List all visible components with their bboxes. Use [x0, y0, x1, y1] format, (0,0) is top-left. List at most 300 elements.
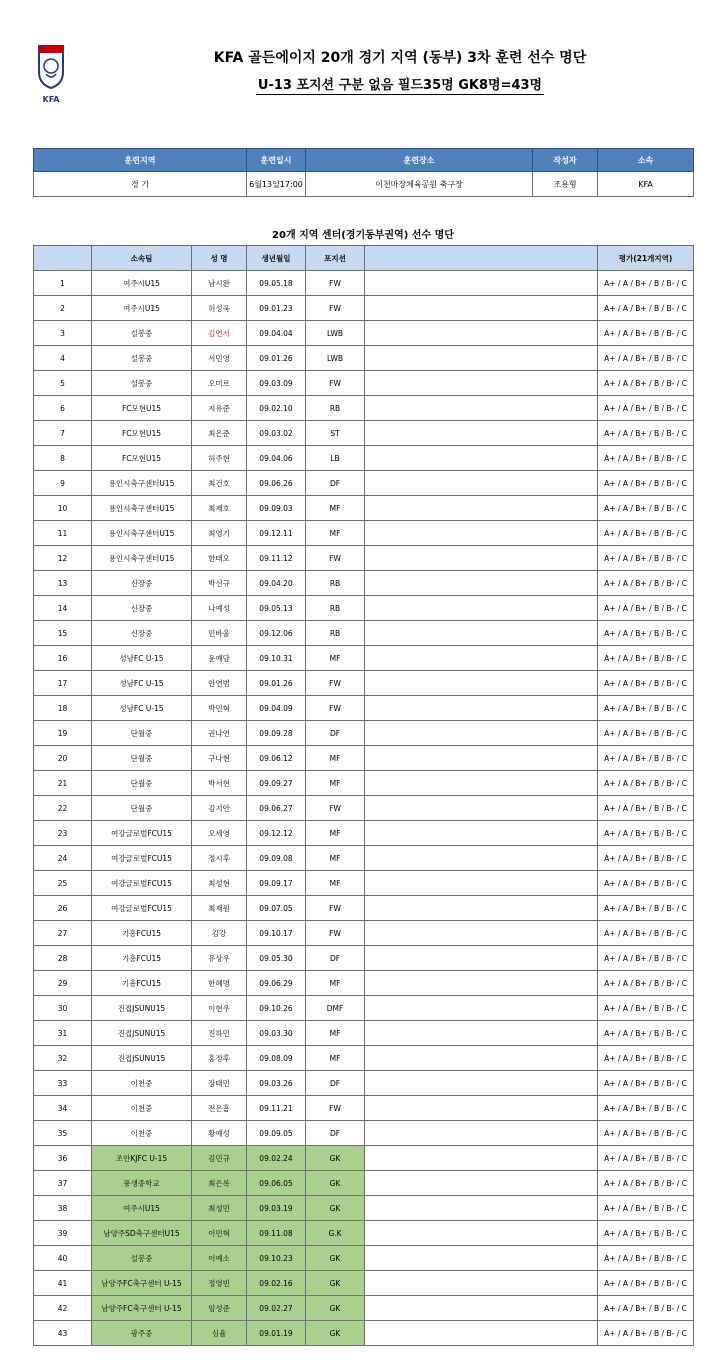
row-position: MF	[306, 1021, 365, 1046]
row-position: FW	[306, 896, 365, 921]
row-position: DF	[306, 1071, 365, 1096]
row-team: 남양주FC축구센터 U-15	[92, 1271, 192, 1296]
row-dob: 09.08.09	[247, 1046, 306, 1071]
row-number: 31	[34, 1021, 92, 1046]
row-name: 최재원	[192, 896, 247, 921]
row-position: MF	[306, 1046, 365, 1071]
row-position: GK	[306, 1296, 365, 1321]
row-name: 박서현	[192, 771, 247, 796]
row-team: 기흥FCU15	[92, 946, 192, 971]
table-row	[34, 846, 694, 871]
row-note	[365, 446, 598, 471]
row-evaluation: A+ / A / B+ / B / B- / C	[598, 521, 694, 546]
row-position: LWB	[306, 321, 365, 346]
roster-title: 20개 지역 센터(경기동부권역) 선수 명단	[272, 230, 454, 241]
row-team: 단월중	[92, 796, 192, 821]
row-name: 지유준	[192, 396, 247, 421]
row-note	[365, 1046, 598, 1071]
row-name: 정영빈	[192, 1271, 247, 1296]
table-row	[34, 521, 694, 546]
row-name: 허주현	[192, 446, 247, 471]
row-position: FW	[306, 796, 365, 821]
row-team: 용인시축구센터U15	[92, 521, 192, 546]
row-position: MF	[306, 646, 365, 671]
table-row	[34, 646, 694, 671]
row-position: MF	[306, 871, 365, 896]
row-dob: 09.11.21	[247, 1096, 306, 1121]
row-number: 17	[34, 671, 92, 696]
row-number: 21	[34, 771, 92, 796]
header-dob: 생년월일	[247, 246, 306, 271]
row-dob: 09.03.02	[247, 421, 306, 446]
row-name: 남시완	[192, 271, 247, 296]
table-row	[34, 321, 694, 346]
row-dob: 09.01.19	[247, 1321, 306, 1346]
row-evaluation: A+ / A / B+ / B / B- / C	[598, 971, 694, 996]
row-dob: 09.03.26	[247, 1071, 306, 1096]
row-note	[365, 1146, 598, 1171]
row-number: 41	[34, 1271, 92, 1296]
row-team: 단월중	[92, 746, 192, 771]
row-note	[365, 896, 598, 921]
row-team: 진접JSUNU15	[92, 1021, 192, 1046]
header-team: 소속팀	[92, 246, 192, 271]
row-dob: 09.11.08	[247, 1221, 306, 1246]
row-note	[365, 271, 598, 296]
row-team: 여강글로벌FCU15	[92, 871, 192, 896]
row-name: 서민영	[192, 346, 247, 371]
table-row	[34, 1296, 694, 1321]
row-position: GK	[306, 1246, 365, 1271]
row-team: 진접JSUNU15	[92, 1046, 192, 1071]
table-row	[34, 1221, 694, 1246]
table-row	[34, 271, 694, 296]
row-name: 심율	[192, 1321, 247, 1346]
row-position: G.K	[306, 1221, 365, 1246]
row-dob: 09.10.31	[247, 646, 306, 671]
row-dob: 09.02.24	[247, 1146, 306, 1171]
info-region: 경 기	[34, 172, 247, 197]
row-name: 최성민	[192, 1196, 247, 1221]
info-value-row	[34, 172, 694, 197]
table-row	[34, 1046, 694, 1071]
row-note	[365, 1196, 598, 1221]
document-title: KFA 골든에이지 20개 경기 지역 (동부) 3차 훈련 선수 명단	[213, 50, 587, 66]
row-dob: 09.03.30	[247, 1021, 306, 1046]
row-number: 6	[34, 396, 92, 421]
row-name: 정시후	[192, 846, 247, 871]
info-author: 조용형	[533, 172, 598, 197]
row-name: 구나현	[192, 746, 247, 771]
row-name: 윤예담	[192, 646, 247, 671]
row-evaluation: A+ / A / B+ / B / B- / C	[598, 896, 694, 921]
row-number: 2	[34, 296, 92, 321]
row-team: 이천중	[92, 1071, 192, 1096]
row-position: RB	[306, 621, 365, 646]
row-name: 이민혁	[192, 1221, 247, 1246]
row-position: FW	[306, 696, 365, 721]
row-position: MF	[306, 821, 365, 846]
row-position: RB	[306, 596, 365, 621]
row-dob: 09.04.09	[247, 696, 306, 721]
row-team: 남양주SD축구센터U15	[92, 1221, 192, 1246]
row-number: 9	[34, 471, 92, 496]
row-dob: 09.09.08	[247, 846, 306, 871]
row-note	[365, 1121, 598, 1146]
row-team: 성남FC U-15	[92, 646, 192, 671]
row-position: RB	[306, 396, 365, 421]
row-note	[365, 1296, 598, 1321]
subtitle-text: U-13 포지션 구분 없음 필드35명 GK8명=43명	[257, 78, 543, 93]
table-row	[34, 296, 694, 321]
table-row	[34, 1021, 694, 1046]
table-row	[34, 1171, 694, 1196]
row-evaluation: A+ / A / B+ / B / B- / C	[598, 1321, 694, 1346]
row-position: MF	[306, 521, 365, 546]
row-number: 16	[34, 646, 92, 671]
row-note	[365, 996, 598, 1021]
info-datetime: 6월13일17:00	[247, 172, 306, 197]
header-position: 포지션	[306, 246, 365, 271]
row-number: 20	[34, 746, 92, 771]
row-name: 권나연	[192, 721, 247, 746]
row-dob: 09.02.27	[247, 1296, 306, 1321]
row-evaluation: A+ / A / B+ / B / B- / C	[598, 571, 694, 596]
document-subtitle	[130, 74, 670, 93]
row-evaluation: A+ / A / B+ / B / B- / C	[598, 646, 694, 671]
row-dob: 09.09.03	[247, 496, 306, 521]
row-team: 신장중	[92, 621, 192, 646]
row-position: GK	[306, 1171, 365, 1196]
row-number: 19	[34, 721, 92, 746]
row-note	[365, 1271, 598, 1296]
row-name: 오미르	[192, 371, 247, 396]
row-evaluation: A+ / A / B+ / B / B- / C	[598, 1146, 694, 1171]
row-position: FW	[306, 296, 365, 321]
row-team: 남양주FC축구센터 U-15	[92, 1296, 192, 1321]
row-position: LB	[306, 446, 365, 471]
row-number: 37	[34, 1171, 92, 1196]
row-dob: 09.07.05	[247, 896, 306, 921]
row-team: 기흥FCU15	[92, 921, 192, 946]
row-evaluation: A+ / A / B+ / B / B- / C	[598, 821, 694, 846]
row-name: 홍정후	[192, 1046, 247, 1071]
table-row	[34, 446, 694, 471]
row-position: GK	[306, 1146, 365, 1171]
row-note	[365, 746, 598, 771]
row-name: 이현우	[192, 996, 247, 1021]
row-team: 설봉중	[92, 321, 192, 346]
row-evaluation: A+ / A / B+ / B / B- / C	[598, 1121, 694, 1146]
table-row	[34, 471, 694, 496]
row-note	[365, 971, 598, 996]
row-number: 38	[34, 1196, 92, 1221]
row-team: 여주시U15	[92, 271, 192, 296]
row-note	[365, 796, 598, 821]
row-position: DMF	[306, 996, 365, 1021]
row-note	[365, 1071, 598, 1096]
row-name: 최은준	[192, 421, 247, 446]
table-row	[34, 1096, 694, 1121]
row-name: 한태오	[192, 546, 247, 571]
row-name: 최영기	[192, 521, 247, 546]
row-team: 여강글로벌FCU15	[92, 896, 192, 921]
row-number: 30	[34, 996, 92, 1021]
row-number: 35	[34, 1121, 92, 1146]
row-dob: 09.03.19	[247, 1196, 306, 1221]
row-position: FW	[306, 671, 365, 696]
row-evaluation: A+ / A / B+ / B / B- / C	[598, 621, 694, 646]
row-dob: 09.10.17	[247, 921, 306, 946]
row-team: 단월중	[92, 721, 192, 746]
row-position: GK	[306, 1271, 365, 1296]
table-row	[34, 671, 694, 696]
row-name: 전은흠	[192, 1096, 247, 1121]
row-evaluation: A+ / A / B+ / B / B- / C	[598, 871, 694, 896]
row-dob: 09.12.12	[247, 821, 306, 846]
row-number: 14	[34, 596, 92, 621]
row-number: 25	[34, 871, 92, 896]
row-number: 5	[34, 371, 92, 396]
info-header-row	[34, 149, 694, 172]
row-name: 최은록	[192, 1171, 247, 1196]
row-note	[365, 621, 598, 646]
row-note	[365, 771, 598, 796]
row-name: 장태민	[192, 1071, 247, 1096]
row-name: 유상우	[192, 946, 247, 971]
row-evaluation: A+ / A / B+ / B / B- / C	[598, 1046, 694, 1071]
table-row	[34, 1196, 694, 1221]
row-team: 여강글로벌FCU15	[92, 846, 192, 871]
row-number: 13	[34, 571, 92, 596]
table-row	[34, 821, 694, 846]
row-dob: 09.09.28	[247, 721, 306, 746]
row-team: 성남FC U-15	[92, 696, 192, 721]
row-number: 10	[34, 496, 92, 521]
row-evaluation: A+ / A / B+ / B / B- / C	[598, 746, 694, 771]
row-number: 1	[34, 271, 92, 296]
row-dob: 09.05.13	[247, 596, 306, 621]
row-name: 오세영	[192, 821, 247, 846]
row-evaluation: A+ / A / B+ / B / B- / C	[598, 696, 694, 721]
info-header-venue: 훈련장소	[306, 149, 533, 172]
logo-text: KFA	[42, 95, 60, 104]
row-dob: 09.01.26	[247, 346, 306, 371]
row-evaluation: A+ / A / B+ / B / B- / C	[598, 421, 694, 446]
table-row	[34, 946, 694, 971]
row-evaluation: A+ / A / B+ / B / B- / C	[598, 1246, 694, 1271]
row-number: 33	[34, 1071, 92, 1096]
row-number: 29	[34, 971, 92, 996]
row-team: FC모현U15	[92, 446, 192, 471]
row-note	[365, 921, 598, 946]
row-note	[365, 421, 598, 446]
row-dob: 09.05.30	[247, 946, 306, 971]
row-number: 23	[34, 821, 92, 846]
row-team: 여주시U15	[92, 1196, 192, 1221]
table-row	[34, 546, 694, 571]
row-dob: 09.02.16	[247, 1271, 306, 1296]
row-position: DF	[306, 946, 365, 971]
row-dob: 09.05.18	[247, 271, 306, 296]
row-number: 36	[34, 1146, 92, 1171]
row-position: FW	[306, 1096, 365, 1121]
row-team: 조안KJFC U-15	[92, 1146, 192, 1171]
row-evaluation: A+ / A / B+ / B / B- / C	[598, 1171, 694, 1196]
row-evaluation: A+ / A / B+ / B / B- / C	[598, 296, 694, 321]
row-number: 8	[34, 446, 92, 471]
row-note	[365, 696, 598, 721]
row-position: MF	[306, 771, 365, 796]
row-position: GK	[306, 1196, 365, 1221]
row-evaluation: A+ / A / B+ / B / B- / C	[598, 596, 694, 621]
info-header-region: 훈련지역	[34, 149, 247, 172]
row-dob: 09.10.26	[247, 996, 306, 1021]
table-row	[34, 1271, 694, 1296]
row-dob: 09.04.06	[247, 446, 306, 471]
row-evaluation: A+ / A / B+ / B / B- / C	[598, 946, 694, 971]
row-note	[365, 1021, 598, 1046]
row-name: 최건호	[192, 471, 247, 496]
row-position: FW	[306, 271, 365, 296]
table-row	[34, 921, 694, 946]
table-row	[34, 771, 694, 796]
table-row	[34, 496, 694, 521]
roster-header-row	[34, 246, 694, 271]
row-number: 7	[34, 421, 92, 446]
row-note	[365, 396, 598, 421]
header-name: 성 명	[192, 246, 247, 271]
table-row	[34, 396, 694, 421]
info-header-author: 작성자	[533, 149, 598, 172]
table-row	[34, 371, 694, 396]
row-note	[365, 521, 598, 546]
row-number: 3	[34, 321, 92, 346]
row-dob: 09.06.05	[247, 1171, 306, 1196]
table-row	[34, 596, 694, 621]
row-note	[365, 296, 598, 321]
row-team: 이천중	[92, 1096, 192, 1121]
row-position: ST	[306, 421, 365, 446]
row-note	[365, 946, 598, 971]
row-evaluation: A+ / A / B+ / B / B- / C	[598, 346, 694, 371]
row-team: 진접JSUNU15	[92, 996, 192, 1021]
row-evaluation: A+ / A / B+ / B / B- / C	[598, 921, 694, 946]
row-team: 설봉중	[92, 346, 192, 371]
row-team: 용인시축구센터U15	[92, 546, 192, 571]
table-row	[34, 696, 694, 721]
row-dob: 09.06.12	[247, 746, 306, 771]
row-note	[365, 1171, 598, 1196]
row-note	[365, 571, 598, 596]
row-position: DF	[306, 471, 365, 496]
row-note	[365, 1096, 598, 1121]
row-number: 12	[34, 546, 92, 571]
row-position: MF	[306, 746, 365, 771]
roster-table	[33, 245, 694, 1346]
row-position: GK	[306, 1321, 365, 1346]
row-note	[365, 721, 598, 746]
row-team: FC모현U15	[92, 396, 192, 421]
info-header-datetime: 훈련일시	[247, 149, 306, 172]
row-team: 성남FC U-15	[92, 671, 192, 696]
row-evaluation: A+ / A / B+ / B / B- / C	[598, 471, 694, 496]
row-team: 단월중	[92, 771, 192, 796]
row-evaluation: A+ / A / B+ / B / B- / C	[598, 996, 694, 1021]
row-evaluation: A+ / A / B+ / B / B- / C	[598, 671, 694, 696]
row-name: 김연서	[192, 321, 247, 346]
row-dob: 09.12.11	[247, 521, 306, 546]
row-evaluation: A+ / A / B+ / B / B- / C	[598, 546, 694, 571]
row-evaluation: A+ / A / B+ / B / B- / C	[598, 1271, 694, 1296]
row-number: 26	[34, 896, 92, 921]
row-evaluation: A+ / A / B+ / B / B- / C	[598, 496, 694, 521]
row-name: 진하민	[192, 1021, 247, 1046]
row-name: 최재호	[192, 496, 247, 521]
table-row	[34, 996, 694, 1021]
row-evaluation: A+ / A / B+ / B / B- / C	[598, 796, 694, 821]
row-dob: 09.02.10	[247, 396, 306, 421]
row-position: DF	[306, 1121, 365, 1146]
row-dob: 09.09.05	[247, 1121, 306, 1146]
row-dob: 09.01.26	[247, 671, 306, 696]
row-evaluation: A+ / A / B+ / B / B- / C	[598, 1221, 694, 1246]
table-row	[34, 746, 694, 771]
row-name: 최성현	[192, 871, 247, 896]
kfa-logo	[36, 44, 66, 106]
info-affiliation: KFA	[598, 172, 694, 197]
row-name: 김민규	[192, 1146, 247, 1171]
info-header-affiliation: 소속	[598, 149, 694, 172]
row-number: 24	[34, 846, 92, 871]
table-row	[34, 571, 694, 596]
row-name: 민바울	[192, 621, 247, 646]
row-dob: 09.09.17	[247, 871, 306, 896]
row-evaluation: A+ / A / B+ / B / B- / C	[598, 846, 694, 871]
row-number: 34	[34, 1096, 92, 1121]
row-team: 신장중	[92, 596, 192, 621]
row-position: MF	[306, 496, 365, 521]
row-dob: 09.10.23	[247, 1246, 306, 1271]
row-name: 한혜명	[192, 971, 247, 996]
row-team: 신장중	[92, 571, 192, 596]
row-evaluation: A+ / A / B+ / B / B- / C	[598, 1296, 694, 1321]
row-team: 광주중	[92, 1321, 192, 1346]
row-note	[365, 346, 598, 371]
header-no	[34, 246, 92, 271]
header-note	[365, 246, 598, 271]
row-position: RB	[306, 571, 365, 596]
info-venue: 이천마장체육공원 축구장	[306, 172, 533, 197]
row-evaluation: A+ / A / B+ / B / B- / C	[598, 446, 694, 471]
table-row	[34, 1246, 694, 1271]
row-evaluation: A+ / A / B+ / B / B- / C	[598, 721, 694, 746]
row-dob: 09.01.23	[247, 296, 306, 321]
row-dob: 09.04.04	[247, 321, 306, 346]
row-position: FW	[306, 371, 365, 396]
row-number: 11	[34, 521, 92, 546]
table-row	[34, 1121, 694, 1146]
row-team: 여강글로벌FCU15	[92, 821, 192, 846]
table-row	[34, 971, 694, 996]
row-position: FW	[306, 546, 365, 571]
table-row	[34, 796, 694, 821]
row-name: 박선규	[192, 571, 247, 596]
row-name: 박민혁	[192, 696, 247, 721]
row-number: 15	[34, 621, 92, 646]
table-row	[34, 621, 694, 646]
row-team: 설봉중	[92, 1246, 192, 1271]
